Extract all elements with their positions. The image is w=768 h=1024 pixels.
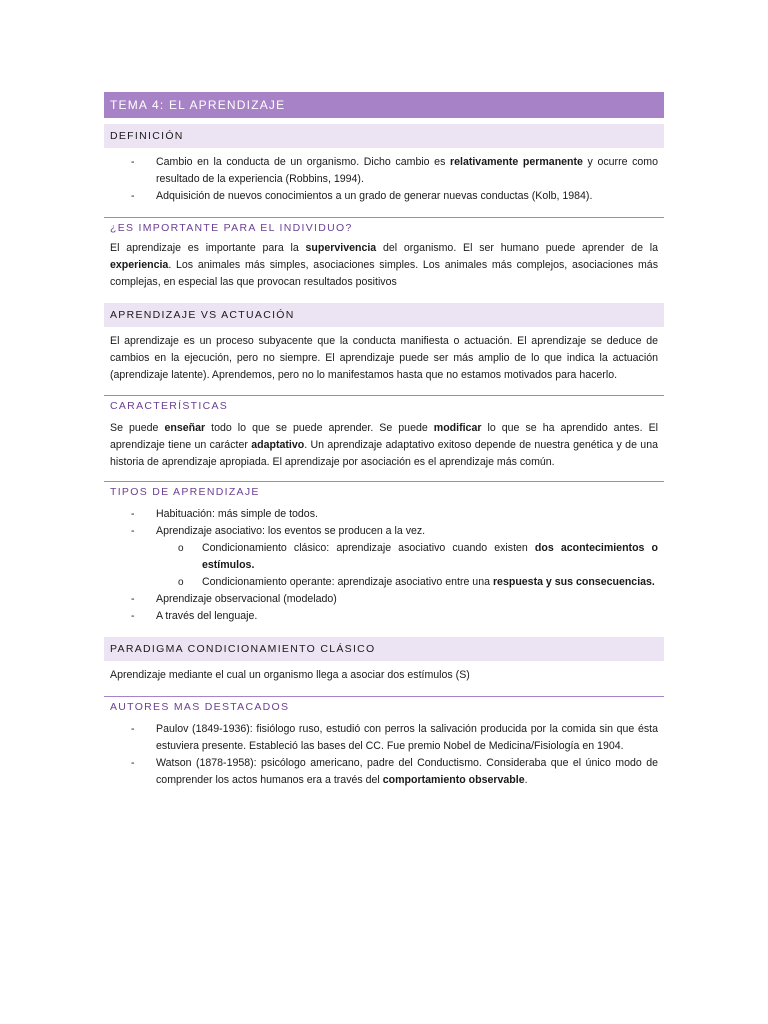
section-heading-paradigma: PARADIGMA CONDICIONAMIENTO CLÁSICO	[104, 637, 664, 661]
list-item: - Watson (1878-1958): psicólogo americano, padre del Conductismo. Consideraba que el único modo de comprender los actos humanos era a través del comportamiento observable.	[104, 755, 664, 789]
section-heading-actuacion: APRENDIZAJE VS ACTUACIÓN	[104, 303, 664, 327]
list-item: o Condicionamiento operante: aprendizaje asociativo entre una respuesta y sus consecuencias.	[104, 574, 664, 591]
section-heading-importante: ¿ES IMPORTANTE PARA EL INDIVIDUO?	[110, 222, 353, 234]
section-heading-tipos: TIPOS DE APRENDIZAJE	[110, 486, 260, 498]
list-item: - Cambio en la conducta de un organismo. Dicho cambio es relativamente permanente y ocurre como resultado de la experiencia (Robbins, 1994).	[104, 154, 664, 188]
importante-paragraph: El aprendizaje es importante para la supervivencia del organismo. El ser humano puede aprender de la experiencia. Los animales más simples, asociaciones simples. Los animales más complejos, asociaciones más complejas, en especial las que provocan resultados positivos	[110, 242, 658, 288]
tipos-sublist	[104, 540, 664, 591]
section-heading-autores: AUTORES MAS DESTACADOS	[110, 701, 290, 713]
list-item: - Aprendizaje observacional (modelado)	[104, 591, 664, 608]
list-item: - Habituación: más simple de todos.	[104, 506, 664, 523]
definicion-list	[104, 154, 664, 205]
section-heading-definicion: DEFINICIÓN	[104, 124, 664, 148]
page-title: TEMA 4: EL APRENDIZAJE	[104, 92, 664, 118]
actuacion-paragraph: El aprendizaje es un proceso subyacente que la conducta manifiesta o actuación. El aprendizaje se deduce de cambios en la ejecución, pero no siempre. El aprendizaje puede ser más amplio de lo que indica la actuación (aprendizaje latente). Aprendemos, pero no lo manifestamos hasta que no estamos motivados para hacerlo.	[110, 335, 658, 381]
autores-list	[104, 721, 664, 789]
tipos-list-continued	[104, 591, 664, 625]
list-item: - Adquisición de nuevos conocimientos a un grado de generar nuevas conductas (Kolb, 1984).	[104, 188, 664, 205]
document-content	[104, 92, 664, 789]
tipos-list	[104, 506, 664, 540]
section-heading-caracteristicas: CARACTERÍSTICAS	[110, 400, 229, 412]
list-item: - Aprendizaje asociativo: los eventos se producen a la vez.	[104, 523, 664, 540]
paradigma-paragraph: Aprendizaje mediante el cual un organismo llega a asociar dos estímulos (S)	[110, 669, 470, 681]
caracteristicas-paragraph: Se puede enseñar todo lo que se puede aprender. Se puede modificar lo que se ha aprendido antes. El aprendizaje tiene un carácter adaptativo. Un aprendizaje adaptativo exitoso depende de nuestra genética y de una historia de aprendizaje apropiada. El aprendizaje por asociación es el aprendizaje más común.	[110, 422, 658, 468]
list-item: o Condicionamiento clásico: aprendizaje asociativo cuando existen dos acontecimientos o estímulos.	[104, 540, 664, 574]
list-item: - Paulov (1849-1936): fisiólogo ruso, estudió con perros la salivación producida por la comida sin que ésta estuviera presente. Estableció las bases del CC. Fue premio Nobel de Medicina/Fisiología en 1904.	[104, 721, 664, 755]
list-item: - A través del lenguaje.	[104, 608, 664, 625]
